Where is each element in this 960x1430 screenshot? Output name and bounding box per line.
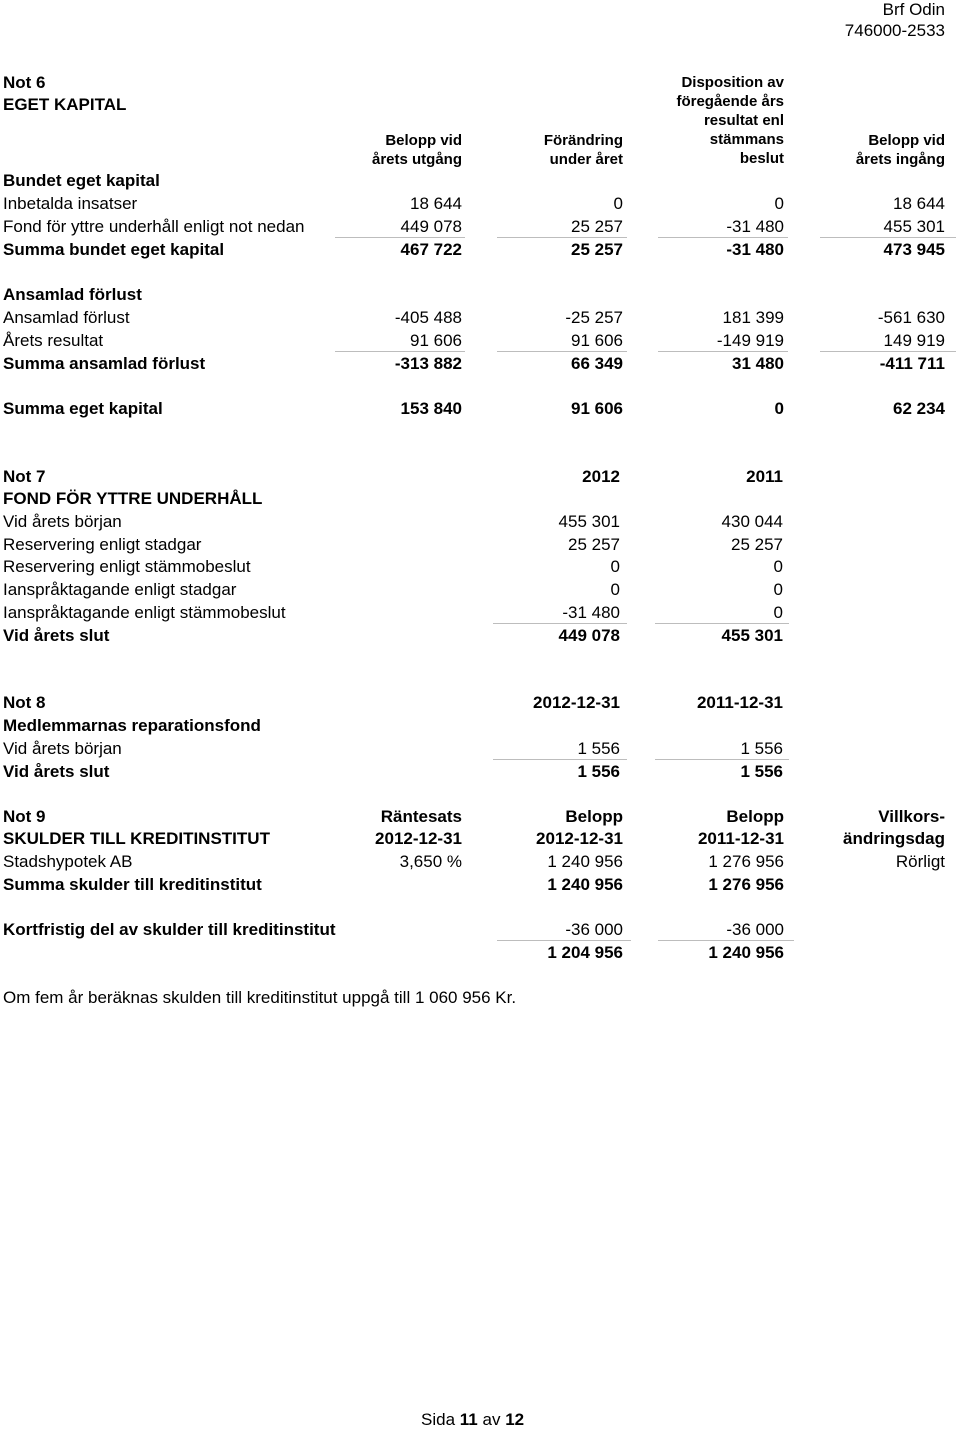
header-amount: Belopp: [726, 807, 784, 826]
divider: [497, 237, 627, 238]
cell: Rörligt: [895, 852, 945, 871]
date-header: 2012-12-31: [533, 693, 620, 712]
cell: 1 240 956: [547, 852, 623, 871]
row-label: Ansamlad förlust: [3, 308, 130, 327]
cell: 181 399: [722, 308, 784, 327]
cell: 25 257: [571, 240, 623, 259]
page-current: 11: [459, 1410, 478, 1429]
footnote: Om fem år beräknas skulden till kreditinstitut uppgå till 1 060 956 Kr.: [3, 988, 517, 1007]
row-label: Vid årets början: [3, 739, 122, 758]
not7-subtitle: FOND FÖR YTTRE UNDERHÅLL: [3, 489, 263, 508]
row-label: Stadshypotek AB: [3, 852, 133, 871]
cell: 473 945: [883, 240, 945, 259]
not9-subtitle: SKULDER TILL KREDITINSTITUT: [3, 829, 270, 848]
row-label: Fond för yttre underhåll enligt not nedan: [3, 217, 305, 236]
cell: 0: [613, 194, 623, 213]
cell: 0: [610, 580, 620, 599]
cell: 91 606: [571, 399, 623, 418]
header-rate-date: 2012-12-31: [375, 829, 462, 848]
cell: 1 556: [577, 762, 620, 781]
divider: [493, 623, 627, 624]
cell: 0: [773, 603, 783, 622]
col-belopp-ingang-header: Belopp vid årets ingång: [855, 132, 945, 168]
page-total: 12: [505, 1410, 525, 1429]
cell: 449 078: [400, 217, 462, 236]
cell: 62 234: [893, 399, 945, 418]
cell: -149 919: [716, 331, 784, 350]
cell: -31 480: [726, 240, 784, 259]
cell: 18 644: [410, 194, 462, 213]
divider: [497, 940, 631, 941]
cell: -561 630: [877, 308, 945, 327]
cell: 0: [773, 580, 783, 599]
cell: 455 301: [883, 217, 945, 236]
divider: [658, 351, 788, 352]
cell: 455 301: [558, 512, 620, 531]
divider: [655, 623, 789, 624]
row-label: Kortfristig del av skulder till kreditinstitut: [3, 920, 336, 939]
not6-title: Not 6: [3, 73, 46, 92]
cell: -25 257: [565, 308, 623, 327]
cell: 3,650 %: [399, 852, 462, 871]
cell: 1 276 956: [708, 852, 784, 871]
row-label: Reservering enligt stämmobeslut: [3, 557, 251, 576]
cell: 25 257: [731, 535, 783, 554]
cell: -405 488: [394, 308, 462, 327]
divider: [493, 759, 627, 760]
page-av: av: [482, 1410, 501, 1429]
row-label: Vid årets slut: [3, 762, 110, 781]
cell: 91 606: [410, 331, 462, 350]
divider: [497, 351, 627, 352]
not8-subtitle: Medlemmarnas reparationsfond: [3, 716, 261, 735]
header-villkor: Villkors-: [878, 807, 945, 826]
cell: 1 556: [577, 739, 620, 758]
cell: 430 044: [721, 512, 783, 531]
cell: 18 644: [893, 194, 945, 213]
cell: -31 480: [726, 217, 784, 236]
header-amount-date: 2011-12-31: [697, 829, 784, 848]
col-forandring-header: Förändring under året: [543, 132, 623, 168]
cell: 0: [610, 557, 620, 576]
divider: [658, 940, 794, 941]
cell: 66 349: [571, 354, 623, 373]
cell: 153 840: [400, 399, 462, 418]
cell: 25 257: [571, 217, 623, 236]
header-rate: Räntesats: [380, 807, 462, 826]
cell: -411 711: [879, 354, 945, 373]
divider: [820, 237, 956, 238]
not7-title: Not 7: [3, 467, 46, 486]
row-label: Vid årets slut: [3, 626, 110, 645]
cell: 91 606: [571, 331, 623, 350]
not8-title: Not 8: [3, 693, 46, 712]
cell: 1 556: [740, 762, 783, 781]
row-label: Vid årets början: [3, 512, 122, 531]
row-label: Summa bundet eget kapital: [3, 240, 225, 259]
col-disposition-header: Disposition av föregående års resultat enl stämmans beslut: [676, 74, 784, 167]
divider: [820, 351, 956, 352]
cell: 0: [774, 399, 784, 418]
year-header: 2011: [746, 467, 783, 486]
header-amount: Belopp: [565, 807, 623, 826]
cell: 0: [773, 557, 783, 576]
cell: 25 257: [568, 535, 620, 554]
cell: 467 722: [400, 240, 462, 259]
cell: -313 882: [394, 354, 462, 373]
cell: 0: [774, 194, 784, 213]
cell: 31 480: [732, 354, 784, 373]
cell: 1 204 956: [547, 943, 623, 962]
cell: -31 480: [562, 603, 620, 622]
row-label: Reservering enligt stadgar: [3, 535, 202, 554]
cell: 1 556: [740, 739, 783, 758]
org-number: 746000-2533: [844, 21, 945, 40]
cell: -36 000: [565, 920, 623, 939]
date-header: 2011-12-31: [696, 693, 783, 712]
year-header: 2012: [582, 467, 620, 486]
divider: [658, 237, 788, 238]
row-label: Ianspråktagande enligt stämmobeslut: [3, 603, 286, 622]
row-label: Inbetalda insatser: [3, 194, 138, 213]
cell: 1 276 956: [708, 875, 784, 894]
header-villkor-2: ändringsdag: [842, 829, 945, 848]
divider: [335, 351, 465, 352]
row-label: Summa eget kapital: [3, 399, 163, 418]
cell: 1 240 956: [708, 943, 784, 962]
section-bundet: Bundet eget kapital: [3, 171, 160, 190]
cell: 449 078: [558, 626, 620, 645]
divider: [335, 237, 465, 238]
cell: 455 301: [721, 626, 783, 645]
org-name: Brf Odin: [882, 0, 945, 19]
row-label: Årets resultat: [3, 331, 104, 350]
section-ansamlad: Ansamlad förlust: [3, 285, 142, 304]
page-sida: Sida: [421, 1410, 456, 1429]
cell: 149 919: [883, 331, 945, 350]
row-label: Summa ansamlad förlust: [3, 354, 206, 373]
header-amount-date: 2012-12-31: [536, 829, 623, 848]
col-belopp-utgang-header: Belopp vid årets utgång: [371, 132, 462, 168]
cell: 1 240 956: [547, 875, 623, 894]
page-indicator: [421, 1410, 524, 1430]
row-label: Ianspråktagande enligt stadgar: [3, 580, 237, 599]
not9-title: Not 9: [3, 807, 46, 826]
row-label: Summa skulder till kreditinstitut: [3, 875, 262, 894]
divider: [655, 759, 789, 760]
cell: -36 000: [726, 920, 784, 939]
not6-subtitle: EGET KAPITAL: [3, 95, 127, 114]
